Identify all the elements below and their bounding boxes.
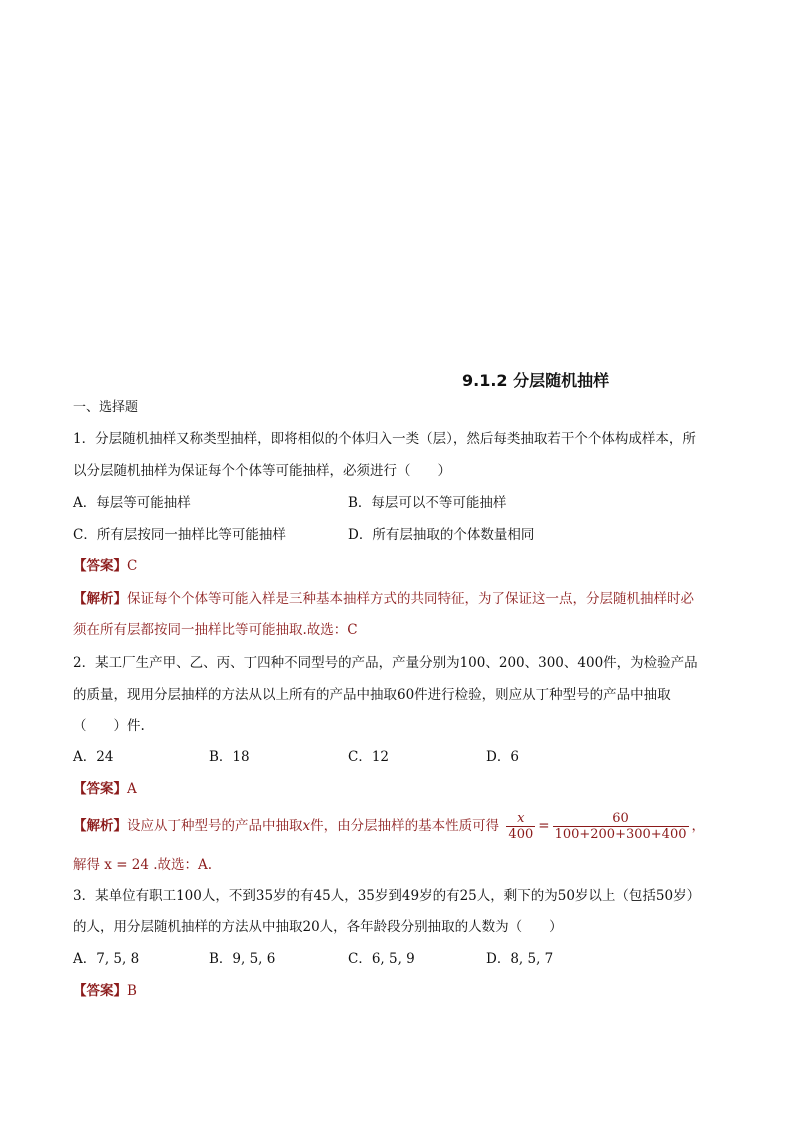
fraction-numerator: x [506, 811, 535, 827]
q3-option-d: D．8, 5, 7 [486, 951, 554, 967]
fraction-x-over-400 [506, 811, 535, 842]
q1-answer [73, 557, 137, 575]
q2-option-a: A．24 [73, 749, 114, 765]
explain-tag: 【解析】 [73, 591, 127, 607]
q3-stem-line2: 的人，用分层随机抽样的方法从中抽取20人，各年龄段分别抽取的人数为（ ） [73, 919, 563, 935]
q2-option-c: C．12 [348, 749, 390, 765]
q3-option-b: B．9, 5, 6 [209, 951, 276, 967]
explain-tag: 【解析】 [73, 818, 127, 834]
answer-value: C [127, 558, 138, 574]
q1-option-d: D．所有层抽取的个体数量相同 [348, 527, 535, 543]
answer-tag: 【答案】 [73, 558, 127, 574]
q2-option-b: B．18 [209, 749, 250, 765]
q1-option-a: A．每层等可能抽样 [73, 495, 191, 511]
explain-variable: x [302, 818, 311, 834]
q1-option-c: C．所有层按同一抽样比等可能抽样 [73, 527, 286, 543]
explain-text: 保证每个个体等可能入样是三种基本抽样方式的共同特征，为了保证这一点，分层随机抽样时必 [127, 591, 694, 607]
q2-answer [73, 780, 137, 798]
page-title: 9.1.2 分层随机抽样 [462, 371, 610, 390]
q2-explanation-line2: 解得 x = 24 .故选：A. [73, 857, 213, 873]
q2-stem-line1: 2．某工厂生产甲、乙、丙、丁四种不同型号的产品，产量分别为100、200、300、400件，为检验产品 [73, 655, 698, 671]
explain-text-end: ， [691, 818, 705, 834]
fraction-denominator: 400 [508, 827, 534, 842]
q3-stem-line1: 3．某单位有职工100人，不到35岁的有45人，35岁到49岁的有25人，剩下的为50岁以上（包括50岁） [73, 888, 701, 904]
q3-answer [73, 982, 137, 1000]
explain-text-pre: 设应从丁种型号的产品中抽取 [127, 818, 303, 834]
answer-tag: 【答案】 [73, 983, 127, 999]
answer-tag: 【答案】 [73, 781, 127, 797]
q2-stem-line3: （ ）件. [73, 718, 145, 734]
fraction-60-over-sum [553, 811, 689, 842]
q1-explanation-line2: 须在所有层都按同一抽样比等可能抽取.故选：C [73, 622, 358, 638]
q2-option-d: D．6 [486, 749, 519, 765]
q3-option-a: A．7, 5, 8 [73, 951, 140, 967]
q2-stem-line2: 的质量，现用分层抽样的方法从以上所有的产品中抽取60件进行检验，则应从丁种型号的产品中抽取 [73, 687, 671, 703]
section-heading: 一、选择题 [73, 400, 139, 415]
answer-value: B [127, 983, 137, 999]
q3-option-c: C．6, 5, 9 [348, 951, 415, 967]
q1-stem-line2: 以分层随机抽样为保证每个个体等可能抽样，必须进行（ ） [73, 463, 451, 479]
q2-explanation-line1 [73, 808, 705, 844]
q1-option-b: B．每层可以不等可能抽样 [348, 495, 507, 511]
q1-explanation-line1 [73, 590, 694, 608]
answer-value: A [127, 781, 137, 797]
fraction-denominator: 100+200+300+400 [554, 827, 687, 842]
equals-sign: = [538, 818, 550, 834]
q1-stem-line1: 1．分层随机抽样又称类型抽样，即将相似的个体归入一类（层），然后每类抽取若干个个体构成样本，所 [73, 431, 696, 447]
fraction-numerator: 60 [553, 811, 689, 827]
explain-text-mid: 件，由分层抽样的基本性质可得 [310, 818, 500, 834]
